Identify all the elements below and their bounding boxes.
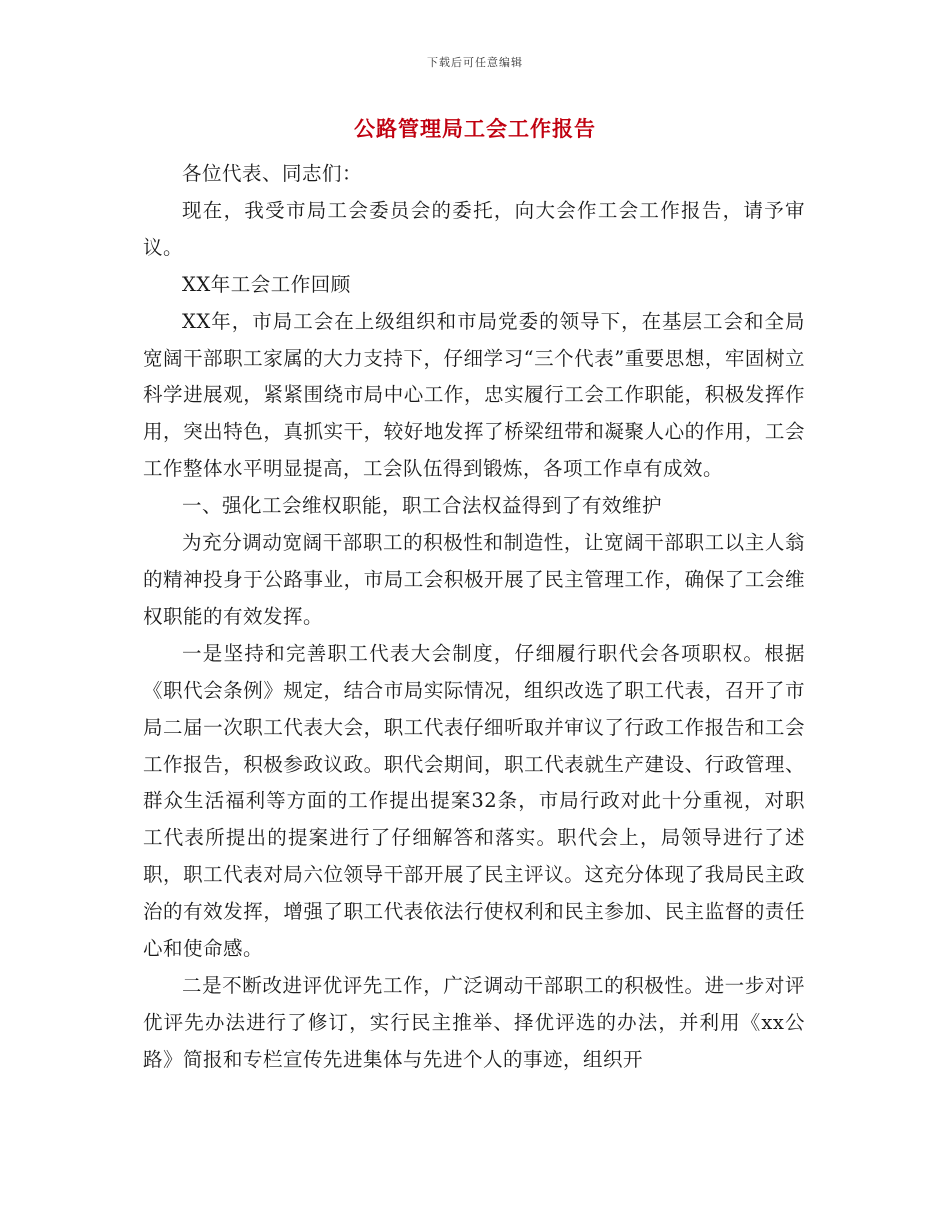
paragraph-evaluation: 二是不断改进评优评先工作，广泛调动干部职工的积极性。进一步对评优评先办法进行了修订，实行民主推举、择优评选的办法，并利用《xx公路》简报和专栏宣传先进集体与先进个人的事迹，组织开 xyxy=(143,973,805,1071)
paragraph-review: XX年，市局工会在上级组织和市局党委的领导下，在基层工会和全局宽阔干部职工家属的大力支持下，仔细学习“三个代表”重要思想，牢固树立科学进展观，紧紧围绕市局中心工作，忠实履行工会工作职能，积极发挥作用，突出特色，真抓实干，较好地发挥了桥梁纽带和凝聚人心的作用，工会工作整体水平明显提高，工会队伍得到锻炼，各项工作卓有成效。 xyxy=(143,309,805,481)
paragraph-congress: 一是坚持和完善职工代表大会制度，仔细履行职代会各项职权。根据《职代会条例》规定，结合市局实际情况，组织改选了职工代表，召开了市局二届一次职工代表大会，职工代表仔细听取并审议了行政工作报告和工会工作报告，积极参政议政。职代会期间，职工代表就生产建设、行政管理、群众生活福利等方面的工作提出提案32条，市局行政对此十分重视，对职工代表所提出的提案进行了仔细解答和落实。职代会上，局领导进行了述职，职工代表对局六位领导干部开展了民主评议。这充分体现了我局民主政治的有效发挥，增强了职工代表依法行使权利和民主参加、民主监督的责任心和使命感。 xyxy=(143,641,805,961)
header-note: 下载后可任意编辑 xyxy=(427,56,523,69)
paragraph-intro: 现在，我受市局工会委员会的委托，向大会作工会工作报告，请予审议。 xyxy=(143,198,805,259)
document-body xyxy=(143,156,805,1079)
section-heading-review: XX年工会工作回顾 xyxy=(182,272,351,296)
paragraph-rights: 为充分调动宽阔干部职工的积极性和制造性，让宽阔干部职工以主人翁的精神投身于公路事业，市局工会积极开展了民主管理工作，确保了工会维权职能的有效发挥。 xyxy=(143,531,805,628)
section-heading-rights: 一、强化工会维权职能，职工合法权益得到了有效维护 xyxy=(182,494,663,518)
paragraph-salutation: 各位代表、同志们： xyxy=(182,162,363,185)
document-title: 公路管理局工会工作报告 xyxy=(354,116,596,141)
